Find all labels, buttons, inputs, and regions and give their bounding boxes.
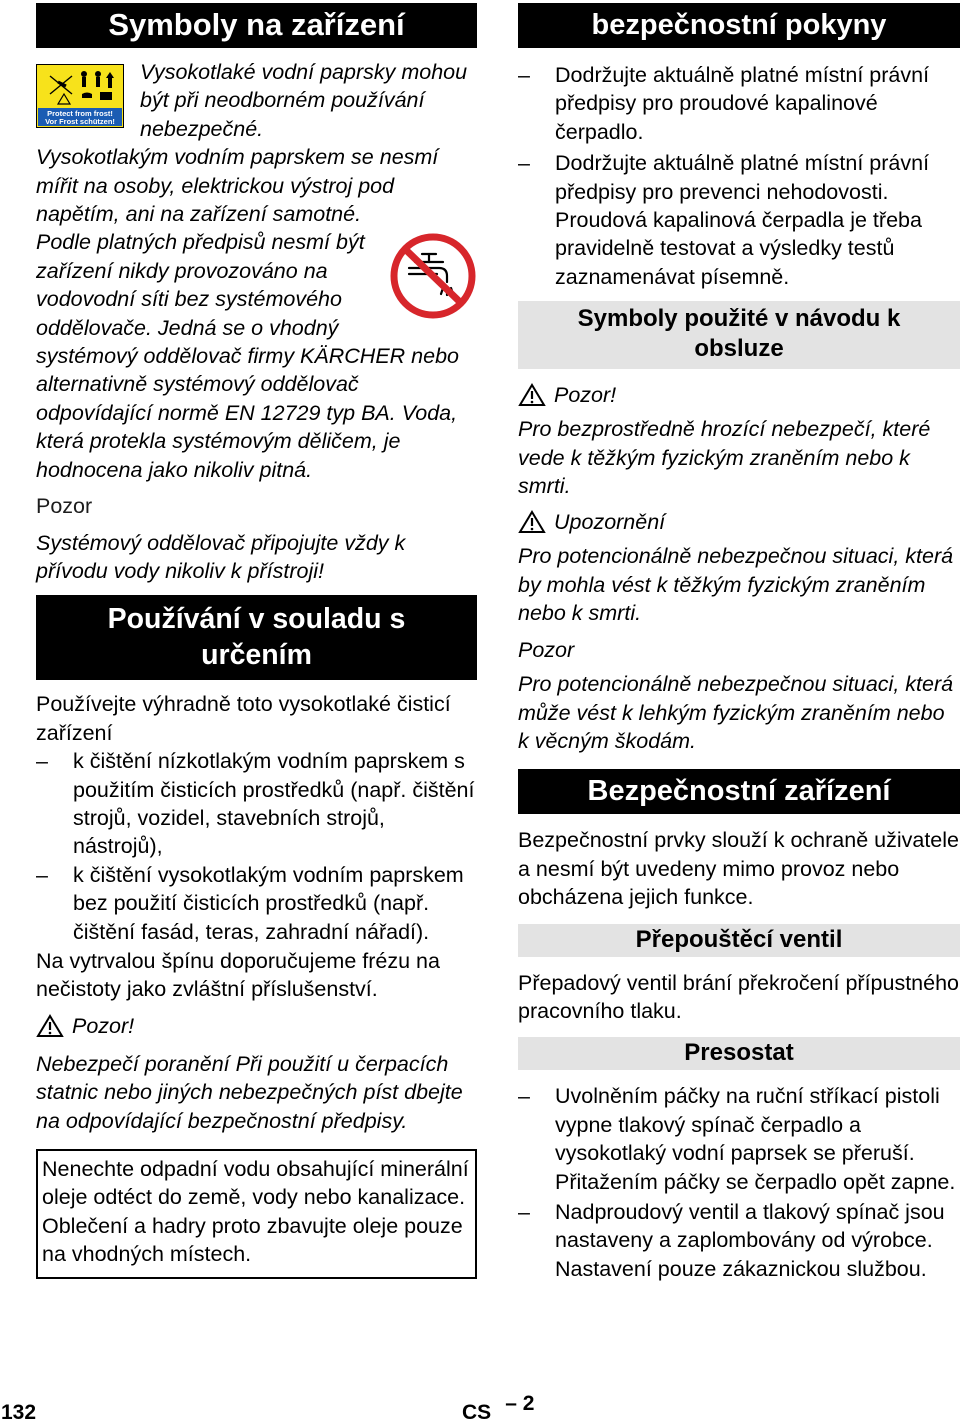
list-marker: – xyxy=(518,151,530,176)
page-footer-lang xyxy=(462,1392,535,1426)
danger-text: Pro bezprostředně hrozící nebezpečí, které vede k těžkým fyzickým zraněním nebo k smrti. xyxy=(518,417,931,499)
safety-continuation: Proudová kapalinová čerpadla je třeba pravidelně testovat a výsledky testů zaznamenávat písemně. xyxy=(555,208,922,289)
list-marker: – xyxy=(518,63,530,87)
warning-triangle-icon xyxy=(518,383,548,407)
list-item: – k čištění nízkotlakým vodním paprskem s použitím čisticích prostředků (např. čištění strojů, vozidel, stavebních strojů, nástrojů), xyxy=(36,749,475,859)
section-heading-symbols: Symboly na zařízení xyxy=(36,3,477,48)
svg-text:Protect from frost!: Protect from frost! xyxy=(47,109,113,118)
danger-label: Pozor! xyxy=(554,383,617,408)
warning-label-row xyxy=(36,1012,477,1040)
section-heading-safety: bezpečnostní pokyny xyxy=(518,3,960,48)
warning-triangle-icon xyxy=(518,510,548,534)
relief-valve-text: Přepadový ventil brání překročení přípustného pracovního tlaku. xyxy=(518,970,960,1023)
warning-label: Pozor! xyxy=(72,1013,135,1038)
environment-note-text: Nenechte odpadní vodu obsahující minerální oleje odtéct do země, vody nebo kanalizace. Oblečení a hadry proto zbavujte oleje pouze na vhodných místech. xyxy=(42,1157,469,1267)
separator-text: Podle platných předpisů nesmí být zařízení nikdy provozováno na vodovodní síti bez systémového oddělovače. Jedná se o vhodný systémový oddělovač firmy KÄRCHER nebo alternativně systémový oddělovač odpovídající normě EN 12729 typ BA. Voda, která protekla systémovým děličem, je hodnocena jako nikoliv pitná. xyxy=(36,230,459,482)
language-code: CS xyxy=(462,1401,492,1424)
sticker-intro: Vysokotlaké vodní paprsky mohou být při neodborném používání nebezpečné. xyxy=(140,60,468,141)
list-marker: – xyxy=(518,1084,530,1109)
list-item: – Nadproudový ventil a tlakový spínač jsou nastaveny a zaplombovány od výrobce. Nastavení pouze zákaznickou službou. xyxy=(518,1199,945,1281)
list-item: – Uvolněním páčky na ruční stříkací pistoli vypne tlakový spínač čerpadlo a vysokotlaký vodní paprsek se přeruší. Přitažením páčky se čerpadlo opět zapne. xyxy=(518,1084,956,1194)
caution-text: Pro potencionálně nebezpečnou situaci, která může vést k lehkým fyzickým zraněním nebo k věcným škodám. xyxy=(518,672,954,753)
separator-block xyxy=(36,228,477,484)
section-heading-relief-valve: Přepouštěcí ventil xyxy=(518,924,960,957)
environment-note-box xyxy=(36,1149,477,1279)
list-item: – Dodržujte aktuálně platné místní právní předpisy pro prevenci nehodovosti. xyxy=(518,151,930,204)
usage-recommendation: Na vytrvalou špínu doporučujeme frézu na nečistoty jako zvláštní příslušenství. xyxy=(36,948,440,1002)
sticker-block xyxy=(36,58,477,228)
list-marker: – xyxy=(518,1199,530,1224)
pressostat-list xyxy=(518,1082,960,1283)
section-heading-pressostat: Presostat xyxy=(518,1037,960,1070)
right-column xyxy=(518,0,960,1283)
notice-label-row xyxy=(518,508,960,536)
usage-list xyxy=(36,747,477,946)
section-heading-manual-symbols: Symboly použité v návodu k obsluze xyxy=(518,301,960,369)
pozor-text: Systémový oddělovač připojujte vždy k přívodu vody nikoliv k přístroji! xyxy=(36,530,406,583)
list-item: – Dodržujte aktuálně platné místní právní předpisy pro proudové kapalinové čerpadlo. xyxy=(518,63,930,144)
warning-text: Nebezpečí poranění Při použití u čerpacích statnic nebo jiných nebezpečných píst dbejte na odpovídající bezpečnostní předpisy. xyxy=(36,1051,463,1133)
safety-devices-text: Bezpečnostní prvky slouží k ochraně uživatele a nesmí být uvedeny mimo provoz nebo obcházena jejich funkce. xyxy=(518,828,959,910)
left-column xyxy=(36,0,477,1279)
list-marker: – xyxy=(36,862,48,887)
section-number: – 2 xyxy=(505,1392,535,1415)
usage-intro: Používejte výhradně toto vysokotlaké čisticí zařízení xyxy=(36,692,451,745)
danger-label-row xyxy=(518,381,960,409)
notice-text: Pro potencionálně nebezpečnou situaci, která by mohla vést k těžkým fyzickým zraněním nebo k smrti. xyxy=(518,544,954,626)
section-heading-safety-devices: Bezpečnostní zařízení xyxy=(518,769,960,814)
notice-label: Upozornění xyxy=(554,510,666,535)
high-pressure-warning-sticker-icon xyxy=(36,64,124,128)
no-direct-tap-connection-icon xyxy=(389,232,477,320)
page-number: 132 xyxy=(1,1401,37,1424)
warning-triangle-icon xyxy=(36,1014,66,1038)
safety-list xyxy=(518,61,960,206)
pozor-label: Pozor xyxy=(36,494,93,519)
caution-label: Pozor xyxy=(518,637,575,662)
list-marker: – xyxy=(36,749,48,774)
section-heading-usage: Používání v souladu s určením xyxy=(36,595,477,680)
sticker-warning-text: Vysokotlakým vodním paprskem se nesmí mířit na osoby, elektrickou výstroj pod napětím, ani na zařízení samotné. xyxy=(36,145,439,227)
svg-text:Vor Frost schützen!: Vor Frost schützen! xyxy=(45,117,115,126)
list-item: – k čištění vysokotlakým vodním paprskem bez použití čisticích prostředků (např. čištění fasád, teras, zahradní nářadí). xyxy=(36,862,464,944)
